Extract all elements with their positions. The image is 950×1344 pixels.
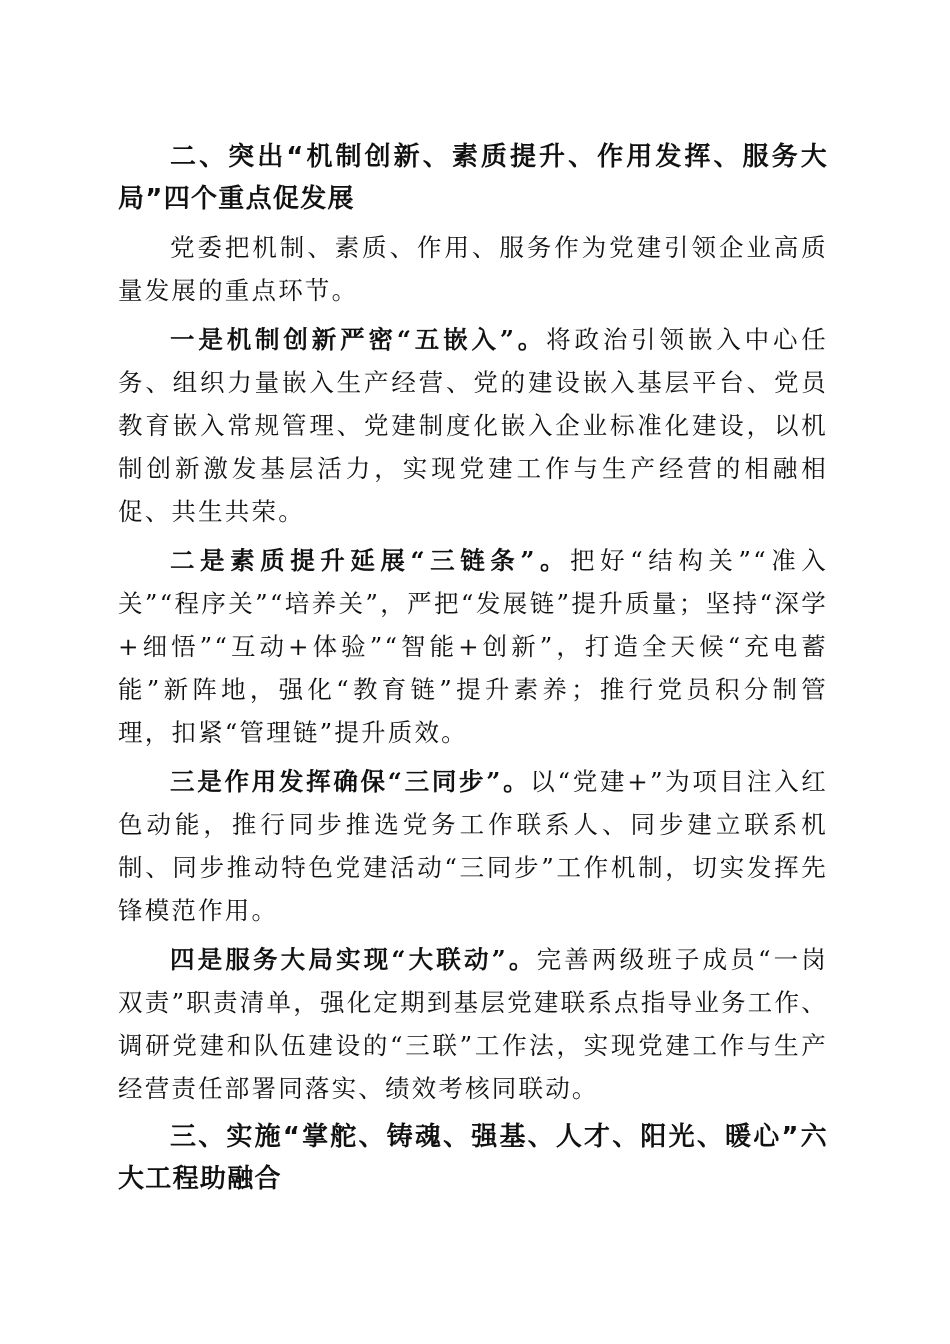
paragraph-lead: 三是作用发挥确保“三同步”。 — [170, 767, 531, 796]
paragraph-body: 以“党建+”为项目注入红色动能，推行同步推选党务工作联系人、同步建立联系机制、同步推动特色党建活动“三同步”工作机制，切实发挥先锋模范作用。 — [118, 767, 828, 925]
paragraph-role-play — [118, 760, 828, 932]
paragraph-body: 将政治引领嵌入中心任务、组织力量嵌入生产经营、党的建设嵌入基层平台、党员教育嵌入常规管理、党建制度化嵌入企业标准化建设，以机制创新激发基层活力，实现党建工作与生产经营的相融相促、共生共荣。 — [118, 325, 828, 526]
paragraph-lead: 一是机制创新严密“五嵌入”。 — [170, 325, 547, 354]
intro-paragraph: 党委把机制、素质、作用、服务作为党建引领企业高质量发展的重点环节。 — [118, 233, 828, 305]
section-heading-2: 二、突出“机制创新、素质提升、作用发挥、服务大局”四个重点促发展 — [118, 142, 828, 214]
section-heading-3: 三、实施“掌舵、铸魂、强基、人才、阳光、暖心”六大工程助融合 — [118, 1122, 828, 1194]
document-page — [118, 136, 828, 1206]
paragraph-lead: 二是素质提升延展“三链条”。 — [170, 546, 571, 575]
paragraph-body: 把好“结构关”“准入关”“程序关”“培养关”，严把“发展链”提升质量；坚持“深学+细悟”“互动+体验”“智能+创新”，打造全天候“充电蓄能”新阵地，强化“教育链”提升素养；推行党员积分制管理，扣紧“管理链”提升质效。 — [118, 546, 829, 747]
paragraph-serve-overall — [118, 938, 828, 1110]
paragraph-lead: 四是服务大局实现“大联动”。 — [170, 945, 537, 974]
paragraph-mechanism-innovation — [118, 318, 828, 533]
paragraph-body: 完善两级班子成员“一岗双责”职责清单，强化定期到基层党建联系点指导业务工作、调研党建和队伍建设的“三联”工作法，实现党建工作与生产经营责任部署同落实、绩效考核同联动。 — [118, 945, 829, 1103]
paragraph-quality-improvement — [118, 539, 828, 754]
